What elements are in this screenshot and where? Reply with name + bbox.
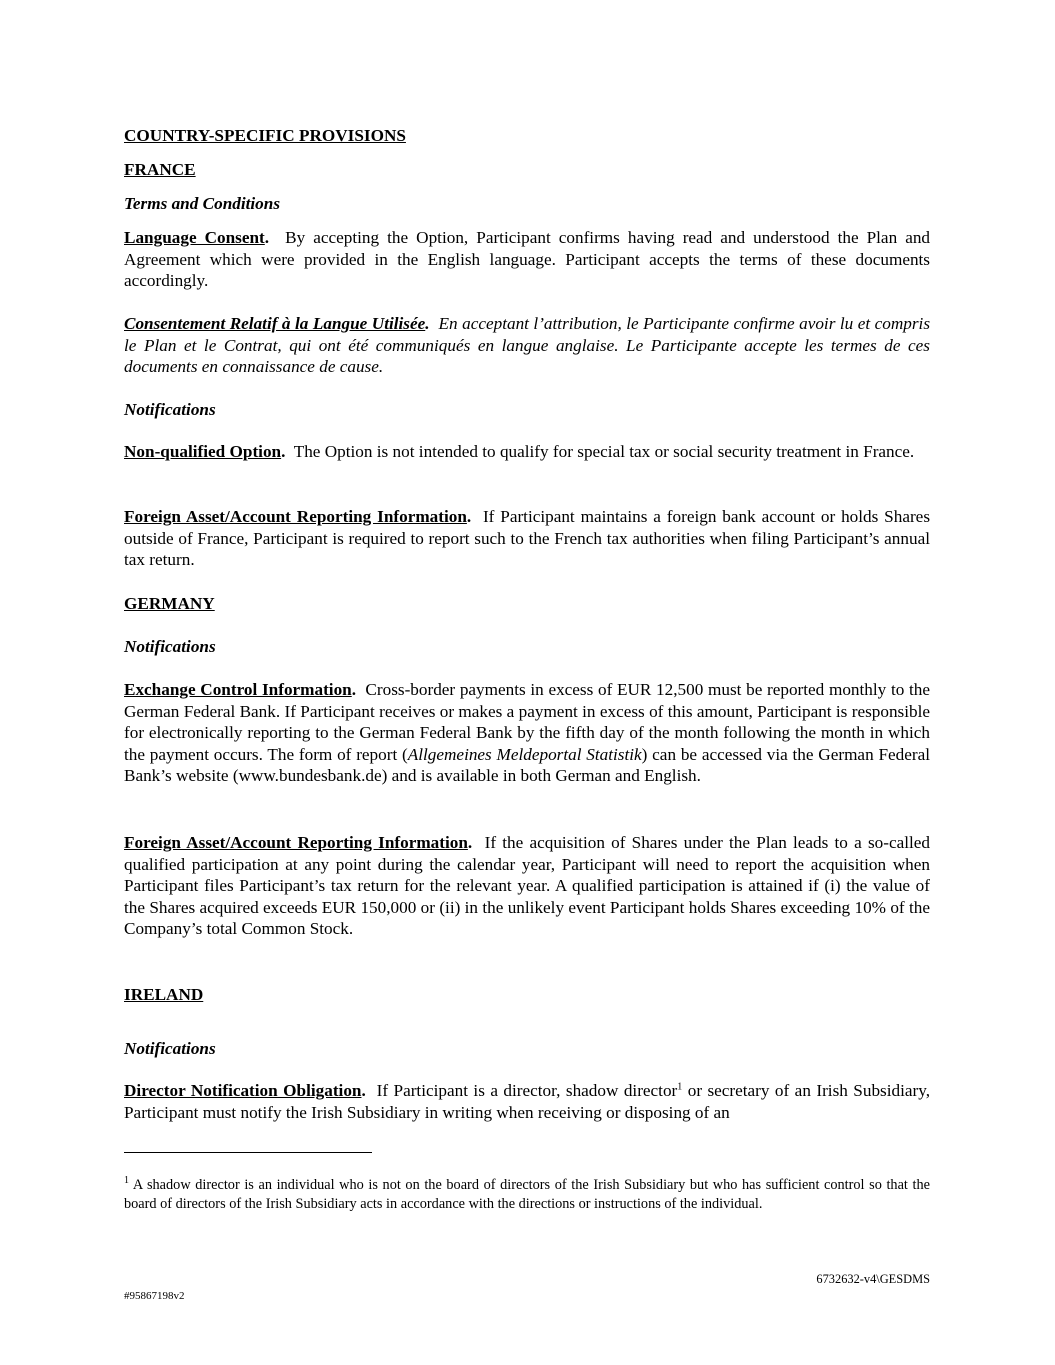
germany-exchange-control: Exchange Control Information. Cross-border payments in excess of EUR 12,500 must be reported monthly to the German Federal Bank. If Participant receives or makes a payment in excess of this amount, Participant is responsible for electronically reporting to the German Federal Bank by the fifth day of the month following the month in which the payment occurs. The form of report (Allgemeines Meldeportal Statistik) can be accessed via the German Federal Bank’s website (www.bundesbank.de) and is available in both German and English. [124, 680, 930, 786]
page-title: COUNTRY-SPECIFIC PROVISIONS [124, 126, 406, 145]
footnote-reference: 1 [677, 1081, 683, 1093]
france-non-qualified: Non-qualified Option. The Option is not intended to qualify for special tax or social security treatment in France. [124, 442, 915, 461]
consentement-lead: Consentement Relatif à la Langue Utilisée [124, 314, 426, 333]
exchange-control-text-2: ) can be accessed via the German Federal Bank’s website (www.bundesbank.de) and is available in both German and English. [124, 744, 930, 786]
non-qualified-text: The Option is not intended to qualify for special tax or social security treatment in France. [293, 442, 915, 461]
footnote [124, 1176, 930, 1214]
france-foreign-asset: Foreign Asset/Account Reporting Information. If Participant maintains a foreign bank account or holds Shares outside of France, Participant is required to report such to the French tax authorities when filing Participant’s annual tax return. [124, 507, 931, 570]
germany-notifications-heading: Notifications [124, 637, 216, 656]
document-id: 6732632-v4\GESDMS [816, 1272, 930, 1286]
germany-foreign-asset-lead: Foreign Asset/Account Reporting Information [124, 833, 468, 852]
exchange-control-text-1: Cross-border payments in excess of EUR 12,500 must be reported monthly to the German Federal Bank. If Participant receives or makes a payment in excess of this amount, Participant is responsible for electronically reporting to the German Federal Bank by the fifth day of the month following the month in which the payment occurs. The form of report ( [124, 680, 930, 764]
director-notification-text-2: or secretary of an Irish Subsidiary, Participant must notify the Irish Subsidiary in writing when receiving or disposing of an [124, 1081, 930, 1122]
france-consentement: Consentement Relatif à la Langue Utilisée. En acceptant l’attribution, le Participante confirme avoir lu et compris le Plan et le Contrat, qui ont été communiqués en langue anglaise. Le Participante accepte les termes de ces documents en connaissance de cause. [124, 314, 931, 377]
france-foreign-asset-lead: Foreign Asset/Account Reporting Information [124, 507, 467, 526]
exchange-control-lead: Exchange Control Information [124, 680, 352, 699]
ireland-heading: IRELAND [124, 985, 204, 1004]
france-terms-heading: Terms and Conditions [124, 194, 281, 213]
version-stamp: #95867198v2 [124, 1290, 185, 1302]
footnote-divider [124, 1152, 372, 1153]
footnote-mark: 1 [124, 1175, 129, 1187]
ireland-director-notification: Director Notification Obligation. If Participant is a director, shadow director$^1$ or secretary of an Irish Subsidiary, Participant must notify the Irish Subsidiary in writing when receiving or disposing of an [124, 1081, 930, 1122]
france-foreign-asset-text: If Participant maintains a foreign bank account or holds Shares outside of France, Participant is required to report such to the French tax authorities when filing Participant’s annual tax return. [124, 507, 931, 570]
director-notification-text-1: If Participant is a director, shadow director [376, 1081, 678, 1100]
germany-heading: GERMANY [124, 594, 215, 613]
consentement-text: En acceptant l’attribution, le Participante confirme avoir lu et compris le Plan et le Contrat, qui ont été communiqués en langue anglaise. Le Participante accepte les termes de ces documents en connaissance de cause. [124, 314, 931, 377]
language-consent-lead: Language Consent [124, 228, 265, 247]
non-qualified-lead: Non-qualified Option [124, 442, 282, 461]
germany-foreign-asset-text: If the acquisition of Shares under the Plan leads to a so-called qualified participation at any point during the calendar year, Participant will need to report the acquisition when Participant files Participant’s tax return for the relevant year. A qualified participation is attained if (i) the value of the Shares acquired exceeds EUR 150,000 or (ii) in the unlikely event Participant holds Shares exceeding 10% of the Company’s total Common Stock. [124, 833, 930, 939]
france-notifications-heading: Notifications [124, 400, 216, 419]
language-consent-text: By accepting the Option, Participant confirms having read and understood the Plan and Agreement which were provided in the English language. Participant accepts the terms of these documents accordingly. [124, 228, 931, 291]
france-heading: FRANCE [124, 160, 196, 179]
germany-foreign-asset: Foreign Asset/Account Reporting Information. If the acquisition of Shares under the Plan leads to a so-called qualified participation at any point during the calendar year, Participant will need to report the acquisition when Participant files Participant’s tax return for the relevant year. A qualified participation is attained if (i) the value of the Shares acquired exceeds EUR 150,000 or (ii) in the unlikely event Participant holds Shares exceeding 10% of the Company’s total Common Stock. [124, 833, 930, 939]
ireland-notifications-heading: Notifications [124, 1039, 216, 1058]
france-language-consent: Language Consent. By accepting the Option, Participant confirms having read and understood the Plan and Agreement which were provided in the English language. Participant accepts the terms of these documents accordingly. [124, 228, 931, 291]
footnote-text: A shadow director is an individual who is not on the board of directors of the Irish Subsidiary but who has sufficient control so that the board of directors of the Irish Subsidiary acts in accordance with the directions or instructions of the individual. [124, 1177, 930, 1213]
exchange-control-form-name: Allgemeines Meldeportal Statistik [407, 744, 642, 764]
director-notification-lead: Director Notification Obligation [124, 1081, 362, 1100]
